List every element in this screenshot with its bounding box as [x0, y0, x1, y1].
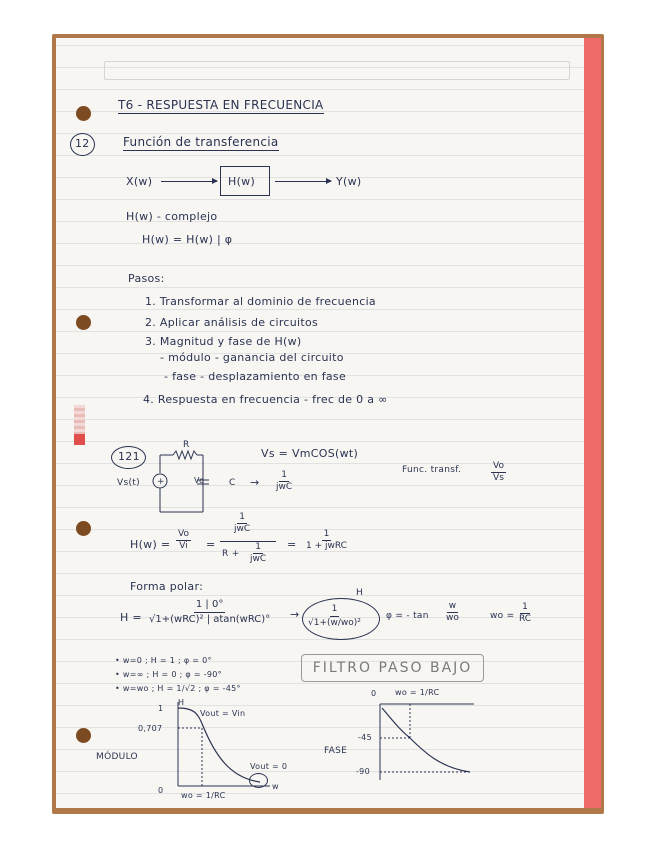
- red-margin-strip: [584, 38, 601, 808]
- equals-sign: =: [206, 538, 216, 551]
- section-number: 121: [118, 450, 140, 463]
- complex-note: H(w) - complejo: [126, 210, 218, 223]
- arrow-icon: →: [250, 476, 260, 489]
- h-equation-vo-vi: $\frac{Vo}{Vi}$: [178, 529, 189, 551]
- phase-zero-label: 0: [371, 689, 377, 698]
- polar-h2-label: H: [356, 588, 364, 598]
- h-equation-left: H(w) =: [130, 538, 171, 551]
- cutoff-mark: wo = 1/RC: [181, 791, 226, 800]
- polar-fraction: 1 | 0° √1+(wRC)² | atan(wRC)°: [149, 599, 271, 625]
- case-item: • w=∞ ; H = 0 ; φ = -90°: [115, 670, 222, 679]
- arrow-right-icon: [161, 181, 217, 182]
- source-equation: Vs = VmCOS(wt): [261, 447, 359, 460]
- h-equation-mid-bottom-frac: 1 jwC: [250, 542, 267, 564]
- punch-hole: [76, 521, 91, 536]
- steps-title: Pasos:: [128, 272, 165, 285]
- vout-zero-circle: [249, 773, 268, 788]
- step-item: 4. Respuesta en frecuencia - frec de 0 a ∞: [143, 393, 388, 406]
- h-equation-mid-bottom: R +: [222, 549, 240, 559]
- capacitor-label: C: [229, 478, 236, 488]
- vout-vin-note: Vout = Vin: [200, 709, 246, 718]
- page-title: T6 - RESPUESTA EN FRECUENCIA: [118, 98, 324, 112]
- phase-tick-90: -90: [356, 767, 370, 776]
- fraction-bar: [220, 541, 276, 542]
- output-voltage-label: Vo: [194, 476, 205, 485]
- section-heading: Función de transferencia: [123, 135, 279, 149]
- phase-fraction: $\frac{w}{wo}$: [446, 601, 459, 623]
- resistor-label: R: [183, 440, 190, 450]
- svg-text:+: +: [157, 477, 165, 487]
- source-label: Vs(t): [117, 478, 140, 488]
- magnitude-h-label: H: [178, 698, 185, 707]
- polar-form-title: Forma polar:: [130, 580, 204, 593]
- filter-type-box: FILTRO PASO BAJO: [301, 654, 484, 682]
- input-signal-label: X(w): [126, 175, 153, 188]
- arrow-right-icon: [275, 181, 331, 182]
- section-number: 12: [75, 137, 90, 150]
- cutoff-fraction: $\frac{1}{RC}$: [519, 602, 532, 624]
- step-item: 2. Aplicar análisis de circuitos: [145, 316, 319, 329]
- punch-hole: [76, 728, 91, 743]
- equals-sign: =: [287, 538, 297, 551]
- h-equation-right: 1 1 + jwRC: [306, 529, 347, 551]
- step-subitem: - fase - desplazamiento en fase: [164, 370, 347, 383]
- phase-graph: [378, 700, 498, 790]
- case-item: • w=wo ; H = 1/√2 ; φ = -45°: [115, 684, 241, 693]
- magnitude-tick-0707: 0,707: [138, 724, 163, 733]
- punch-hole: [76, 106, 91, 121]
- phase-tick-45: -45: [358, 733, 372, 742]
- polar-h-label: H =: [120, 611, 142, 624]
- output-signal-label: Y(w): [336, 175, 362, 188]
- cutoff-equation: wo =: [490, 611, 515, 621]
- step-item: 1. Transformar al dominio de frecuencia: [145, 295, 376, 308]
- page-tab-marker: [74, 405, 85, 445]
- vout-zero-note: Vout = 0: [250, 762, 288, 771]
- phase-axis-label: FASE: [324, 746, 348, 756]
- case-item: • w=0 ; H = 1 ; φ = 0°: [115, 656, 212, 665]
- step-subitem: - módulo - ganancia del circuito: [160, 351, 344, 364]
- phase-cutoff-mark: wo = 1/RC: [395, 688, 440, 697]
- frequency-axis-label: w: [272, 782, 279, 791]
- normalized-magnitude: $\frac{1}{\text{√1+(w/wo)²}}$: [308, 604, 361, 628]
- header-box: [104, 61, 570, 80]
- magnitude-origin: 0: [158, 786, 164, 795]
- h-equation-mid-top: 1 jwC: [234, 512, 251, 534]
- magnitude-tick-one: 1: [158, 704, 164, 713]
- magnitude-axis-label: MÓDULO: [96, 752, 138, 762]
- phase-equation: φ = - tan: [386, 611, 429, 621]
- transfer-function-label: Func. transf.: [402, 465, 462, 475]
- step-item: 3. Magnitud y fase de H(w): [145, 335, 302, 348]
- capacitor-impedance: 1 jwC: [276, 470, 293, 492]
- punch-hole: [76, 315, 91, 330]
- transfer-function-fraction: $\frac{Vo}{Vs}$: [493, 461, 504, 483]
- transfer-block-label: H(w): [228, 175, 256, 188]
- rc-circuit-diagram: [143, 440, 243, 520]
- polar-note: H(w) = H(w) | φ: [142, 233, 233, 246]
- arrow-icon: →: [290, 608, 300, 621]
